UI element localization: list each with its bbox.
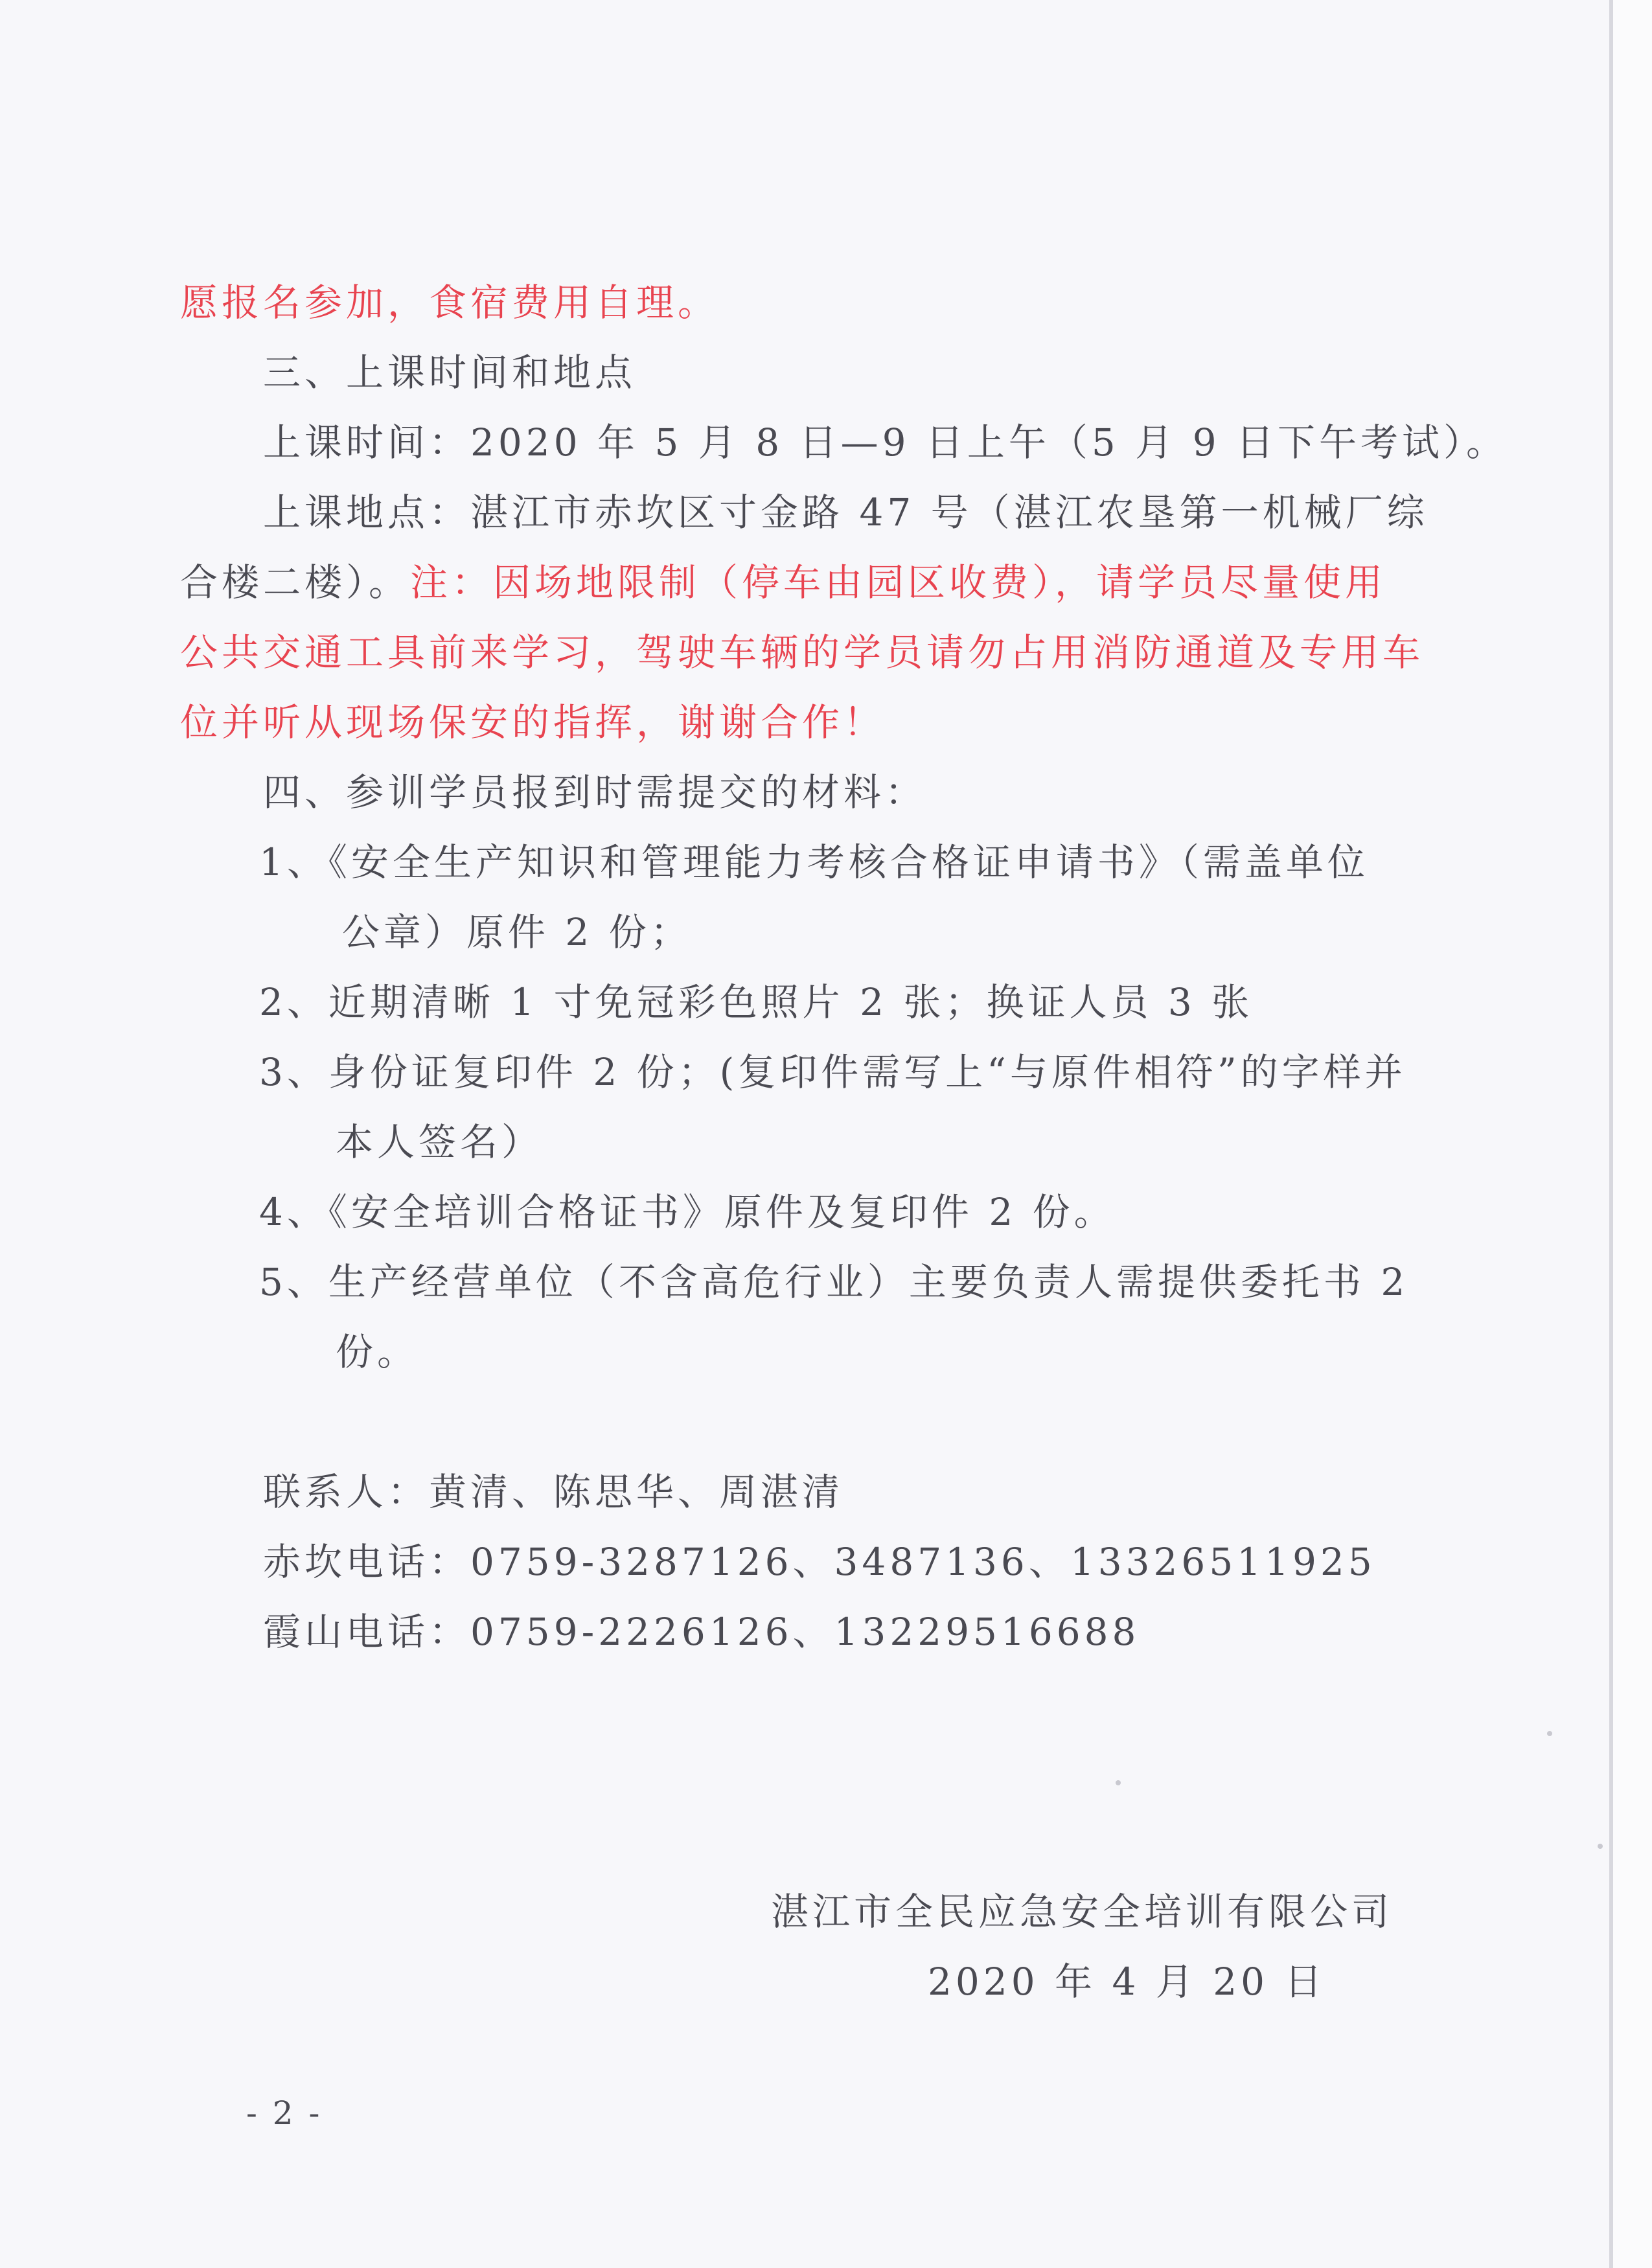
material-item-5-continued: 份。 (336, 1330, 419, 1374)
parking-note: 注：因场地限制（停车由园区收费），请学员尽量使用 (410, 560, 1387, 604)
contact-people: 联系人：黄清、陈思华、周湛清 (263, 1470, 844, 1514)
section-heading-4: 四、参训学员报到时需提交的材料： (263, 770, 927, 814)
material-item-1: 1、《安全生产知识和管理能力考核合格证申请书》（需盖单位 (259, 840, 1369, 884)
material-item-2: 2、近期清晰 1 寸免冠彩色照片 2 张；换证人员 3 张 (259, 980, 1254, 1024)
signature-date: 2020 年 4 月 20 日 (928, 1960, 1326, 2004)
scan-speck (1547, 1731, 1552, 1736)
material-item-3-continued: 本人签名） (336, 1120, 544, 1164)
parking-note-line-3: 位并听从现场保安的指挥，谢谢合作！ (180, 700, 886, 744)
continuation-text: 愿报名参加，食宿费用自理。 (180, 281, 720, 325)
material-item-4: 4、《安全培训合格证书》原件及复印件 2 份。 (259, 1190, 1116, 1234)
scan-speck (1116, 1780, 1121, 1785)
parking-note-line-2: 公共交通工具前来学习，驾驶车辆的学员请勿占用消防通道及专用车 (180, 630, 1425, 674)
section-heading-3: 三、上课时间和地点 (263, 350, 637, 395)
location-building: 合楼二楼）。 (180, 560, 411, 604)
material-item-3: 3、身份证复印件 2 份；(复印件需写上“与原件相符”的字样并 (259, 1050, 1406, 1094)
scan-edge-line (1609, 0, 1613, 2268)
scan-speck (1598, 1844, 1603, 1849)
scan-margin (1613, 0, 1652, 2268)
material-item-1-continued: 公章）原件 2 份； (342, 910, 692, 954)
xiashan-phone: 霞山电话：0759-2226126、13229516688 (263, 1610, 1140, 1654)
chikan-phone: 赤坎电话：0759-3287126、3487136、13326511925 (263, 1540, 1376, 1584)
company-signature: 湛江市全民应急安全培训有限公司 (771, 1890, 1394, 1934)
material-item-5: 5、生产经营单位（不含高危行业）主要负责人需提供委托书 2 (259, 1260, 1409, 1304)
page-number: - 2 - (246, 2094, 323, 2132)
class-location: 上课地点：湛江市赤坎区寸金路 47 号（湛江农垦第一机械厂综 (263, 490, 1428, 534)
class-time: 上课时间：2020 年 5 月 8 日—9 日上午（5 月 9 日下午考试）。 (263, 420, 1508, 464)
class-location-continued (180, 560, 1386, 605)
